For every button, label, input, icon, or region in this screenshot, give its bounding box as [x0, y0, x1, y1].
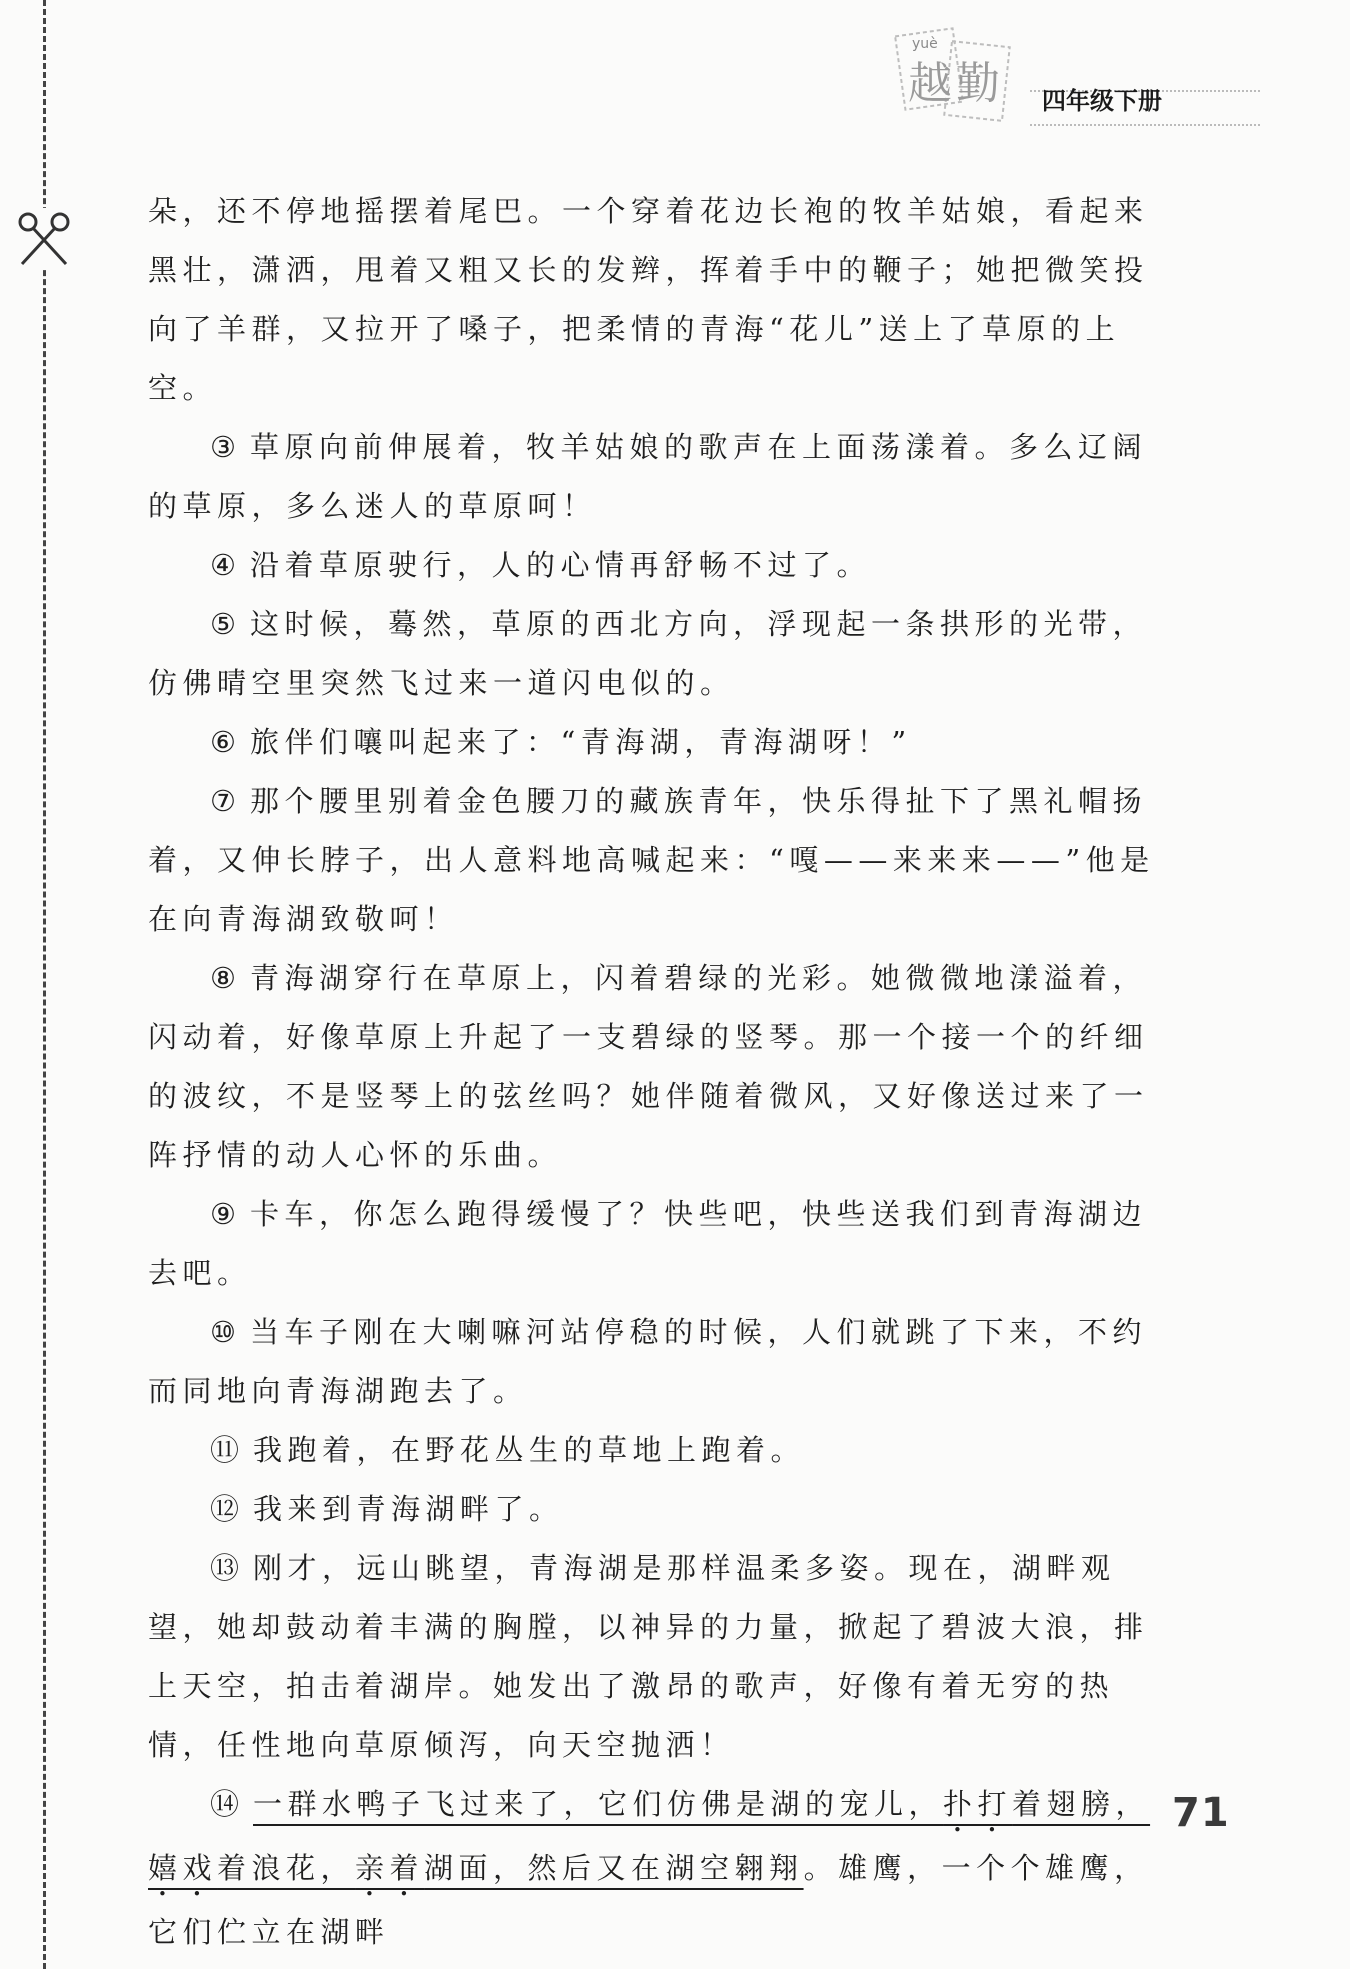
paragraph-14: [148, 1775, 1158, 1962]
paragraph-continued: [148, 182, 1158, 418]
dotted-word: 扑打: [943, 1787, 1013, 1821]
paragraph-text: 当车子刚在大喇嘛河站停稳的时候，人们就跳了下来，不约而同地向青海湖跑去了。: [148, 1315, 1148, 1408]
paragraph-13: [148, 1539, 1158, 1775]
paragraph-8: [148, 949, 1158, 1185]
grade-header: [1030, 68, 1174, 128]
paragraph-number: ⑩: [210, 1315, 236, 1349]
paragraph-text: 我跑着，在野花丛生的草地上跑着。: [253, 1433, 806, 1467]
paragraph-text: 旅伴们嚷叫起来了：“青海湖，青海湖呀！”: [250, 725, 912, 759]
paragraph-11: [148, 1421, 1158, 1480]
paragraph-number: ⑬: [210, 1551, 240, 1585]
paragraph-text: 草原向前伸展着，牧羊姑娘的歌声在上面荡漾着。多么辽阔的草原，多么迷人的草原呵！: [148, 430, 1148, 523]
paragraph-number: ⑦: [210, 784, 236, 818]
paragraph-text: 刚才，远山眺望，青海湖是那样温柔多姿。现在，湖畔观望，她却鼓动着丰满的胸膛，以神异的力量，掀起了碧波大浪，排上天空，拍击着湖岸。她发出了激昂的歌声，好像有着无穷的热情，任性地向草原倾泻，向天空抛洒！: [148, 1551, 1149, 1762]
paragraph-text: 卡车，你怎么跑得缓慢了？快些吧，快些送我们到青海湖边去吧。: [148, 1197, 1148, 1290]
dotted-word: 嬉戏: [148, 1851, 218, 1885]
paragraph-number: ⑥: [210, 725, 236, 759]
underlined-text: 着翅膀，: [1012, 1787, 1151, 1821]
paragraph-number: ⑨: [210, 1197, 236, 1231]
paragraph-10: [148, 1303, 1158, 1421]
paragraph-text: 沿着草原驶行，人的心情再舒畅不过了。: [250, 548, 872, 582]
grade-label: 四年级下册: [1042, 86, 1162, 115]
paragraph-7: [148, 772, 1158, 949]
article-body: [148, 182, 1158, 1962]
paragraph-number: ⑧: [210, 961, 236, 995]
page-number: 71: [1172, 1790, 1230, 1836]
logo-pinyin: yuè: [912, 36, 938, 52]
cut-line: [43, 0, 46, 1969]
paragraph-text: 青海湖穿行在草原上，闪着碧绿的光彩。她微微地漾溢着，闪动着，好像草原上升起了一支碧绿的竖琴。那一个接一个的纤细的波纹，不是竖琴上的弦丝吗？她伴随着微风，又好像送过来了一阵抒情的动人心怀的乐曲。: [148, 961, 1149, 1172]
paragraph-number: ④: [210, 548, 236, 582]
paragraph-6: [148, 713, 1158, 772]
scissors-icon: [14, 208, 74, 268]
paragraph-9: [148, 1185, 1158, 1303]
paragraph-number: ⑪: [210, 1433, 240, 1467]
paragraph-5: [148, 595, 1158, 713]
paragraph-3: [148, 418, 1158, 536]
underlined-text: 一群水鸭子飞过来了，它们仿佛是湖的宠儿，: [253, 1787, 944, 1821]
paragraph-12: [148, 1480, 1158, 1539]
paragraph-4: [148, 536, 1158, 595]
paragraph-text: 那个腰里别着金色腰刀的藏族青年，快乐得扯下了黑礼帽扬着，又伸长脖子，出人意料地高喊起来：“嘎——来来来——”他是在向青海湖致敬呵！: [148, 784, 1155, 936]
logo-text: 越勤: [908, 58, 1004, 109]
underlined-text: 着浪花，: [217, 1851, 356, 1885]
paragraph-text: 。雄鹰，一个个雄鹰，它们伫立在湖畔: [148, 1851, 1149, 1949]
publisher-logo: [840, 18, 1040, 138]
paragraph-number: ③: [210, 430, 236, 464]
paragraph-text: 我来到青海湖畔了。: [253, 1492, 564, 1526]
paragraph-number: ⑫: [210, 1492, 240, 1526]
underlined-text: 湖面，然后又在湖空翱翔: [424, 1851, 804, 1885]
paragraph-text: 朵，还不停地摇摆着尾巴。一个穿着花边长袍的牧羊姑娘，看起来黑壮，潇洒，甩着又粗又长的发辫，挥着手中的鞭子；她把微笑投向了羊群，又拉开了嗓子，把柔情的青海“花儿”送上了草原的上空。: [148, 194, 1149, 405]
dotted-word: 亲着: [355, 1851, 425, 1885]
paragraph-number: ⑤: [210, 607, 236, 641]
paragraph-text: 这时候，蓦然，草原的西北方向，浮现起一条拱形的光带，仿佛晴空里突然飞过来一道闪电似的。: [148, 607, 1148, 700]
paragraph-number: ⑭: [210, 1787, 240, 1821]
